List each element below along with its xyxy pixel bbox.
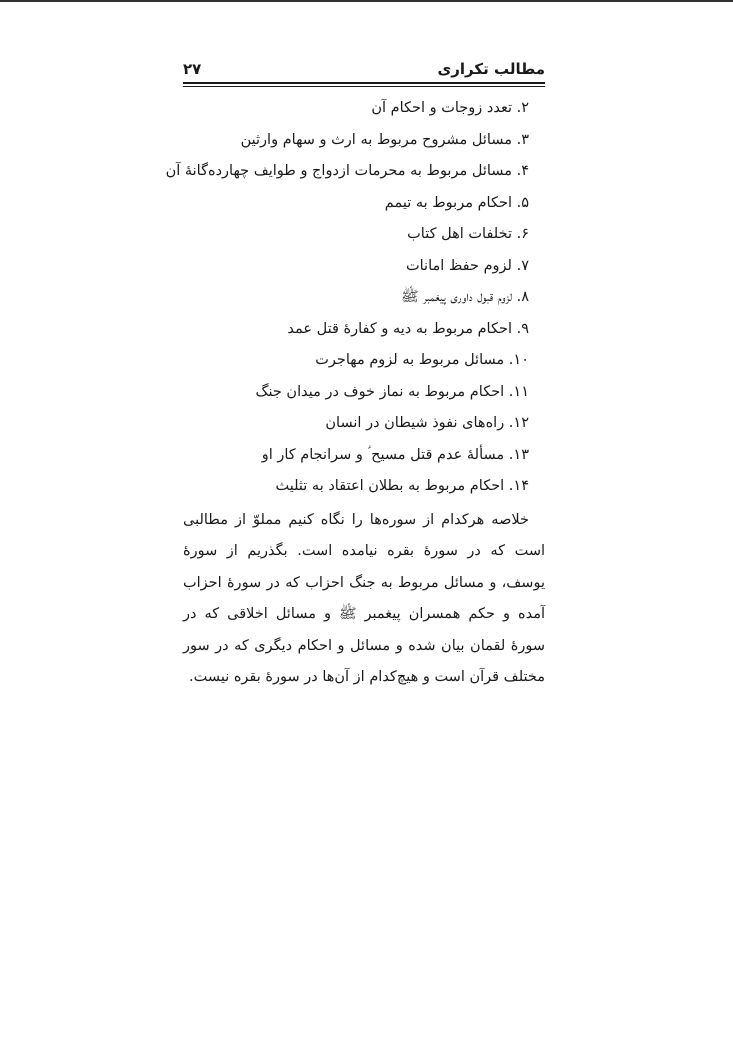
section-title: مطالب تکراری <box>437 60 545 78</box>
page-number: ۲۷ <box>183 60 202 78</box>
summary-paragraph: خلاصه هرکدام از سوره‌ها را نگاه کنیم مملوّ از مطالبی است که در سورۀ بقره نیامده است. بگذریم از سورۀ یوسف، و مسائل مربوط به جنگ احزاب که در سورۀ احزاب آمده و حکم همسران پیغمبر ﷺ و مسائل اخلاقی که در سورۀ لقمان بیان شده و مسائل و احکام دیگری که در سور مختلف قرآن است و هیچ‌کدام از آن‌ها در سورۀ بقره نیست. <box>183 511 545 685</box>
list-item: ۴. مسائل مربوط به محرمات ازدواج و طوایف چهارده‌گانۀ آن <box>165 163 529 179</box>
running-header <box>183 58 545 82</box>
topic-list <box>165 93 545 503</box>
list-item: ۱۰. مسائل مربوط به لزوم مهاجرت <box>315 352 529 368</box>
header-rule-thick <box>183 82 545 84</box>
list-item: ۳. مسائل مشروح مربوط به ارث و سهام وارثین <box>240 131 529 148</box>
header-rule-thin <box>183 86 545 87</box>
list-item: ۱۳. مسألۀ عدم قتل مسیح ؑ و سرانجام کار او <box>261 446 529 463</box>
list-item: ۲. تعدد زوجات و احکام آن <box>371 100 529 116</box>
list-item: ۹. احکام مربوط به دیه و کفارۀ قتل عمد <box>287 320 529 337</box>
page-top-border <box>0 0 733 2</box>
list-item: ۱۴. احکام مربوط به بطلان اعتقاد به تثلیث <box>275 478 529 494</box>
list-item: ۶. تخلفات اهل کتاب <box>407 226 529 242</box>
list-item: ۱۱. احکام مربوط به نماز خوف در میدان جنگ <box>255 383 529 400</box>
book-page <box>165 58 545 694</box>
list-item: ۵. احکام مربوط به تیمم <box>384 194 529 211</box>
list-item: ۷. لزوم حفظ امانات <box>405 257 529 274</box>
list-item: ۸. لزوم قبول داوری پیغمبر ﷺ <box>401 289 529 305</box>
list-item: ۱۲. راه‌های نفوذ شیطان در انسان <box>325 415 529 431</box>
